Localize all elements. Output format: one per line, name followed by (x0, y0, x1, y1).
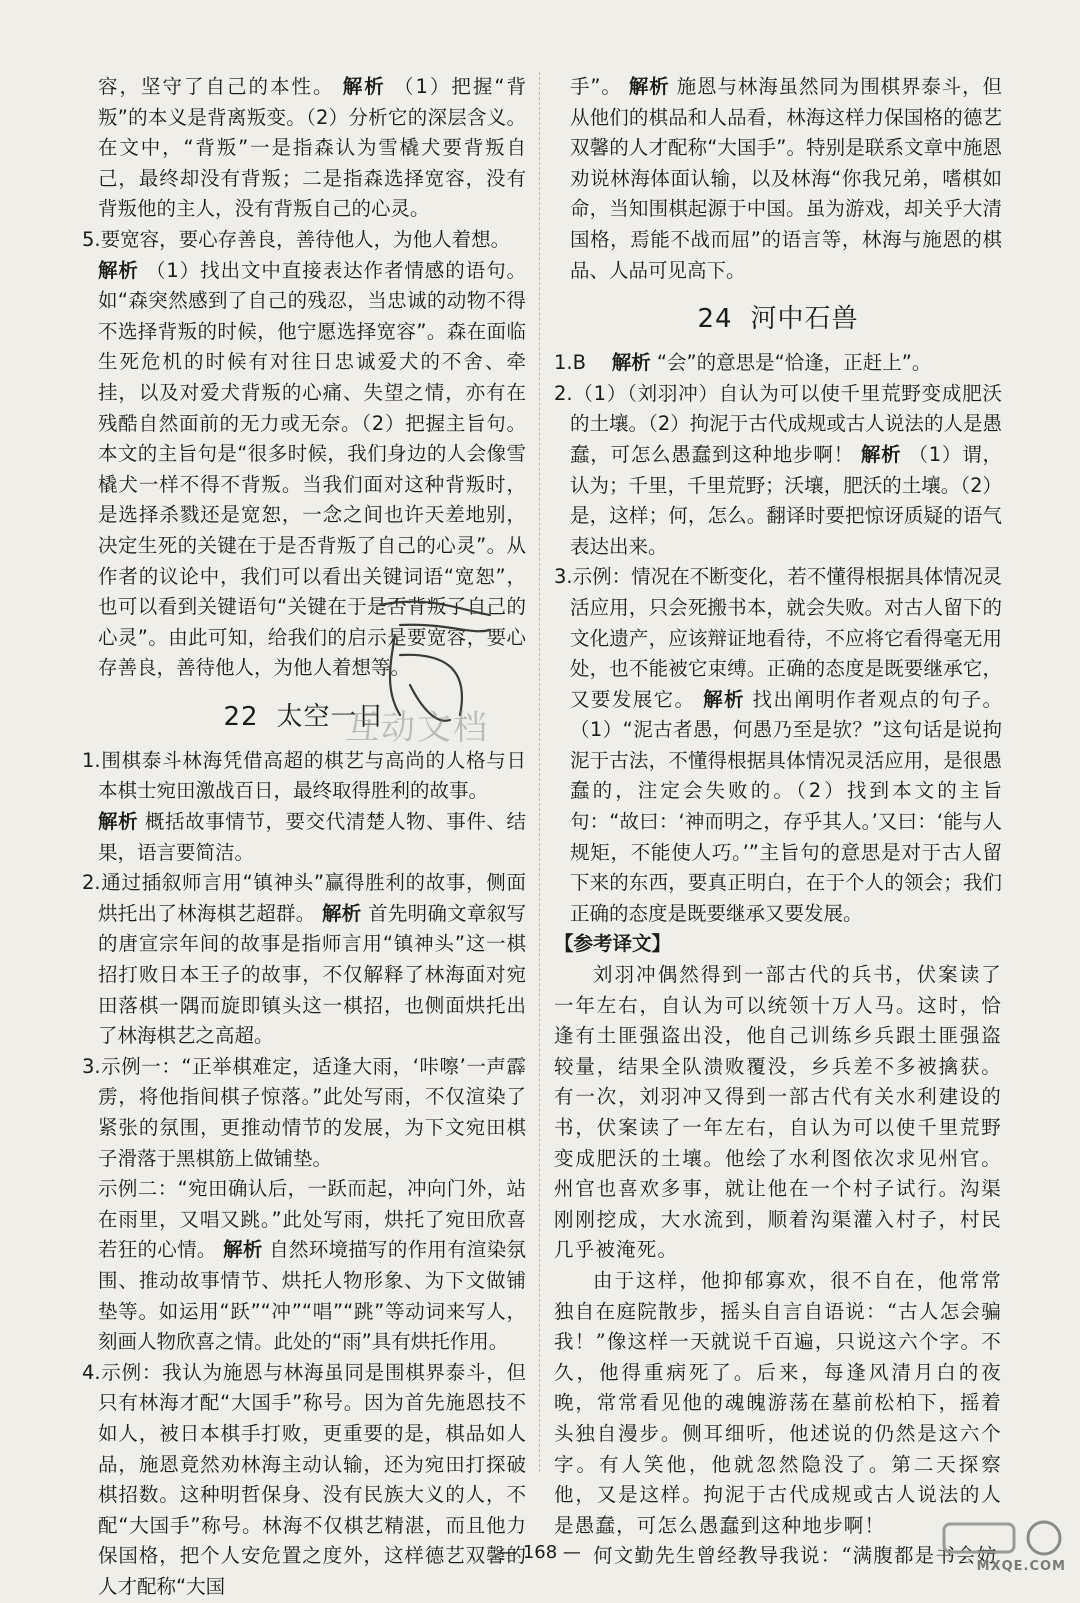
answer-item-2: 2.通过插叙师言用“镇神头”赢得胜利的故事，侧面烘托出了林海棋艺超群。 解析 首先明确文章叙写的唐宣宗年间的故事是指师言用“镇神头”这一棋招打败日本王子的故事，不仅解释了林海面对宛田落棋一隅而旋即镇头这一棋招，也侧面烘托出了林海棋艺之高超。 (82, 871, 526, 1048)
analysis-block-5 (82, 256, 526, 684)
answer-item-4: 4.示例：我认为施恩与林海虽同是围棋界泰斗，但只有林海才配“大国手”称号。因为首先施恩技不如人，被日本棋手打败，更重要的是，棋品如人品，施恩竟然劝林海主动认输，还为宛田打探破棋招数。这种明哲保身、没有民族大义的人，不配“大国手”称号。林海不仅棋艺精湛，而且他力保国格，把个人安危置之度外，这样德艺双馨的人才配称“大国 (82, 1360, 526, 1598)
section-heading-22: 22 太空一日 (223, 701, 385, 732)
answer-item-3: 3.示例一：“正举棋难定，适逢大雨，‘咔嚓’一声霹雳，将他指间棋子惊落。”此处写雨，不仅渲染了紧张的氛围，更推动情节的发展，为下文宛田棋子滑落于黑棋筋上做铺垫。 (82, 1054, 526, 1170)
right-column (554, 72, 1002, 1572)
translation-paragraph: 刘羽冲偶然得到一部古代的兵书，伏案读了一年左右，自认为可以统领十万人马。这时，恰逢有土匪强盗出没，他自己训练乡兵跟土匪强盗较量，结果全队溃败覆没，乡兵差不多被擒获。有一次，刘羽冲又得到一部古代有关水利建设的书，伏案读了一年左右，自认为可以使千里荒野变成肥沃的土壤。他绘了水利图依次求见州官。州官也喜欢多事，就让他在一个村子试行。沟渠刚刚挖成，大水流到，顺着沟渠灌入村子，村民几乎被淹死。 (554, 963, 1002, 1262)
section-heading-24: 24 河中石兽 (697, 304, 859, 335)
site-watermark-text: MXQE.COM (976, 1559, 1066, 1574)
analysis-label: 解析 (98, 258, 139, 282)
analysis-text: （1）找出文中直接表达作者情感的语句。如“森突然感到了自己的残忍，当忠诚的动物不得不选择背叛的时候，他宁愿选择宽容”。森在面临生死危机的时候有对往日忠诚爱犬的不舍、牵挂，以及对爱犬背叛的心痛、失望之情，亦有在残酷自然面前的无力或无奈。（2）把握主旨句。本文的主旨句是“很多时候，我们身边的人会像雪橇犬一样不得不背叛。当我们面对这种背叛时，是选择杀戮还是宽恕，一念之间也许天差地别，决定生死的关键在于是否背叛了自己的心灵”。从作者的议论中，我们可以看出关键词语“宽恕”，也可以看到关键语句“关键在于是否背叛了自己的心灵”。由此可知，给我们的启示是要宽容，要心存善良，善待他人，为他人着想等。 (98, 258, 526, 680)
answer-continuation: 手”。 解析 施恩与林海虽然同为围棋界泰斗，但从他们的棋品和人品看，林海这样力保国格的德艺双馨的人才配称“大国手”。特别是联系文章中施恩劝说林海体面认输，以及林海“你我兄弟，嗜棋如命，当知围棋起源于中国。虽为游戏，却关乎大清国格，焉能不战而屈”的语言等，林海与施恩的棋品、人品可见高下。 (570, 75, 1002, 282)
answer-item-5: 5.要宽容，要心存善良，善待他人，为他人着想。 (82, 227, 511, 251)
answer-text: 容，坚守了自己的本性。 (98, 75, 335, 98)
stamp-watermark: 互动文档 (345, 708, 489, 748)
page-number: — 168 — (499, 1542, 581, 1563)
answer-item-3-example2: 示例二：“宛田确认后，一跃而起，冲向门外，站在雨里，又唱又跳。”此处写雨，烘托了宛田欣喜若狂的心情。 解析 自然环境描写的作用有渲染氛围、推动故事情节、烘托人物形象、为下文做铺垫等。如运用“跃”“冲”“唱”“跳”等动词来写人，刻画人物欣喜之情。此处的“雨”具有烘托作用。 (98, 1177, 526, 1354)
answer-item-2: 2.（1）（刘羽冲）自认为可以使千里荒野变成肥沃的土壤。（2）拘泥于古代成规或古人说法的人是愚蠢，可怎么愚蠢到这种地步啊！ 解析 （1）谓，认为；千里，千里荒野；沃壤，肥沃的土壤。（2）是，这样；何，怎么。翻译时要把惊讶质疑的语气表达出来。 (554, 381, 1002, 558)
analysis-block-1: 解析 概括故事情节，要交代清楚人物、事件、结果，语言要简洁。 (98, 810, 526, 864)
answer-item-1: 1.围棋泰斗林海凭借高超的棋艺与高尚的人格与日本棋士宛田激战百日，最终取得胜利的故事。 (82, 748, 526, 803)
reference-translation-label: 【参考译文】 (554, 932, 672, 956)
translation-paragraph: 由于这样，他抑郁寡欢，很不自在，他常常独自在庭院散步，摇头自言自语说：“古人怎会骗我！”像这样一天就说千百遍，只说这六个字。不久，他得重病死了。后来，每逢风清月白的夜晚，常常看见他的魂魄游荡在墓前松柏下，摇着头独自漫步。侧耳细听，他述说的仍然是这六个字。有人笑他，他就忽然隐没了。第二天探察他，又是这样。拘泥于古代成规或古人说法的人是愚蠢，可怎么愚蠢到这种地步啊！ (554, 1268, 1002, 1537)
analysis-label: 解析 (342, 75, 386, 98)
answer-block (82, 72, 526, 225)
column-divider (539, 72, 540, 1472)
left-column (82, 72, 526, 1603)
analysis-text: （1）把握“背叛”的本义是背离叛变。（2）分析它的深层含义。在文中，“背叛”一是指森认为雪橇犬要背叛自己，最终却没有背叛；二是指森选择宽容，没有背叛他的主人，没有背叛自己的心灵。 (98, 75, 526, 221)
answer-item-1: 1.B 解析 “会”的意思是“恰逢，正赶上”。 (554, 351, 932, 375)
answer-item-3: 3.示例：情况在不断变化，若不懂得根据具体情况灵活应用，只会死搬书本，就会失败。对古人留下的文化遗产，应该辩证地看待，不应将它看得毫无用处，也不能被它束缚。正确的态度是既要继承它，又要发展它。 解析 找出阐明作者观点的句子。（1）“泥古者愚，何愚乃至是欤？”这句话是说拘泥于古法，不懂得根据具体情况灵活应用，是很愚蠢的，注定会失败的。（2）找到本文的主旨句：“故曰：‘神而明之，存乎其人。’又曰：‘能与人规矩，不能使人巧。’”主旨句的意思是对于古人留下来的东西，要真正明白，在于个人的领会；我们正确的态度是既要继承又要发展。 (554, 565, 1002, 925)
translation-paragraph: 何文勤先生曾经教导我说：“满腹都是书会妨 (593, 1544, 998, 1568)
